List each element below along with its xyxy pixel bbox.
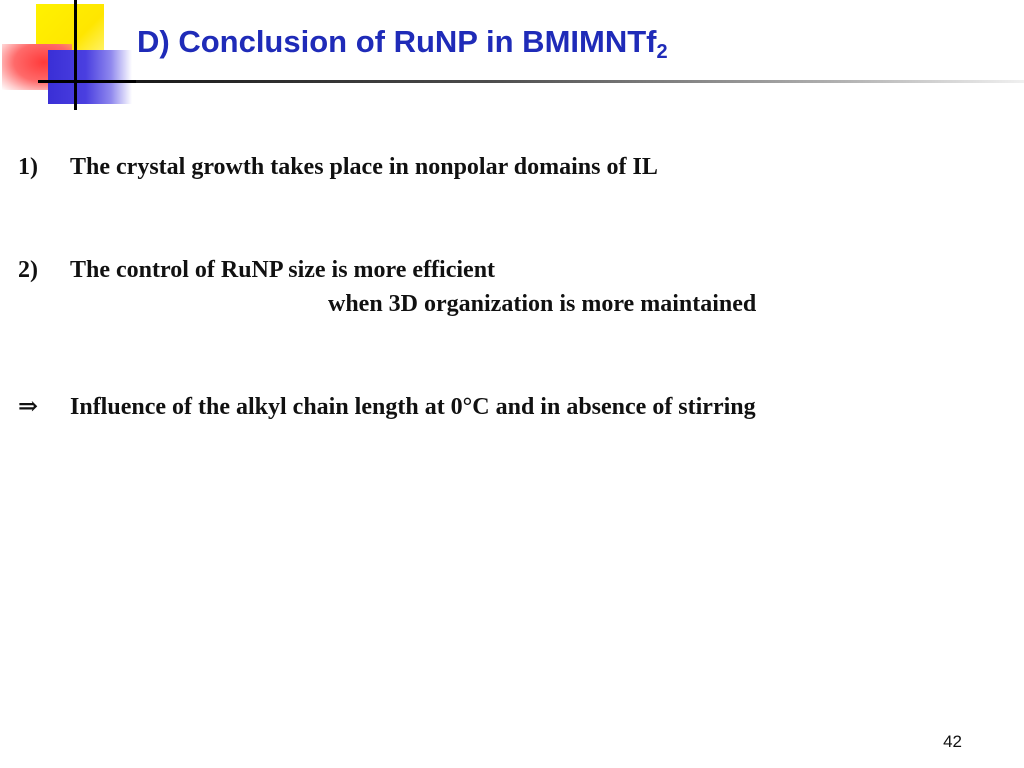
list-item (18, 390, 998, 460)
list-item (18, 253, 998, 323)
implies-arrow-icon: ⇒ (18, 394, 39, 420)
list-item-text: The control of RuNP size is more efficient (70, 257, 496, 283)
title-underline (136, 80, 1024, 83)
slide-title (137, 22, 668, 62)
logo-blue-square (48, 50, 132, 104)
list-item-text: Influence of the alkyl chain length at 0°C and in absence of stirring (70, 394, 756, 420)
list-item-text: The crystal growth takes place in nonpolar domains of IL (70, 154, 658, 180)
page-number: 42 (943, 732, 962, 751)
list-item (18, 150, 998, 184)
list-marker: 2) (18, 257, 38, 283)
logo-horizontal-line (38, 80, 138, 83)
list-item-continuation: when 3D organization is more maintained (328, 291, 757, 317)
logo-vertical-line (74, 0, 77, 110)
slide-title-text: D) Conclusion of RuNP in BMIMNTf (137, 24, 657, 59)
list-marker: 1) (18, 154, 38, 180)
slide-title-subscript: 2 (656, 41, 668, 63)
